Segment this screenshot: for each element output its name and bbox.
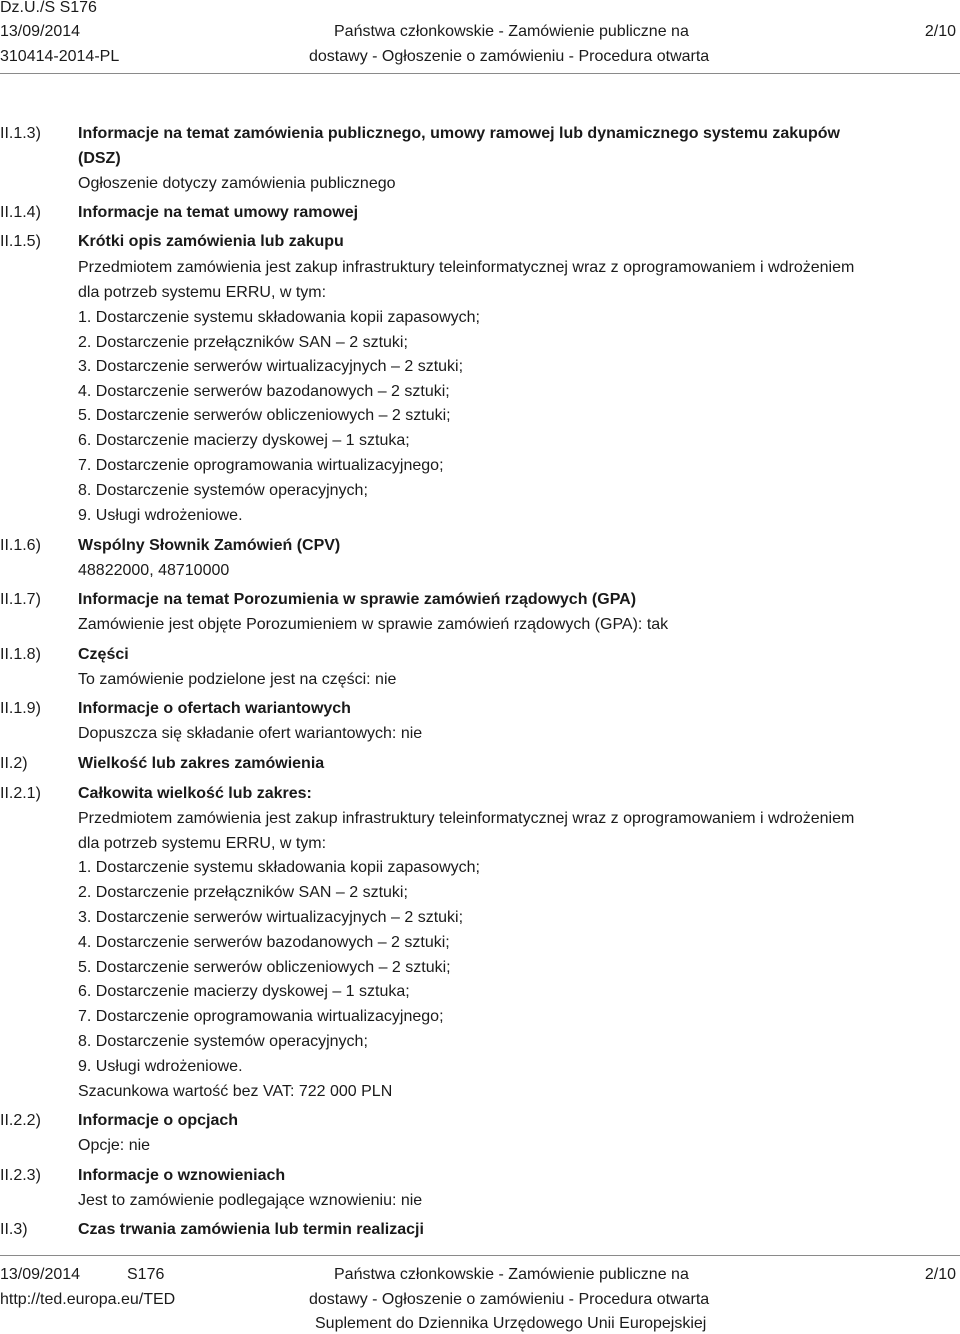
list-item: 8. Dostarczenie systemów operacyjnych; bbox=[78, 482, 368, 499]
description-line: Przedmiotem zamówienia jest zakup infrastruktury teleinformatycznej wraz z oprogramowaniem i wdrożeniem bbox=[78, 259, 855, 276]
list-item: 2. Dostarczenie przełączników SAN – 2 sztuki; bbox=[78, 334, 408, 351]
section-number: II.3) bbox=[0, 1221, 28, 1238]
section-number: II.2) bbox=[0, 755, 28, 772]
journal-ref: Dz.U./S S176 bbox=[0, 0, 97, 16]
cpv-codes: 48822000, 48710000 bbox=[78, 562, 230, 579]
list-item: 5. Dostarczenie serwerów obliczeniowych – 2 sztuki; bbox=[78, 407, 451, 424]
section-title: Całkowita wielkość lub zakres: bbox=[78, 785, 312, 802]
section-text: Dopuszcza się składanie ofert wariantowych: nie bbox=[78, 725, 423, 742]
header-title-line1: Państwa członkowskie - Zamówienie publiczne na bbox=[334, 23, 689, 40]
footer-title-line1: Państwa członkowskie - Zamówienie publiczne na bbox=[334, 1266, 689, 1283]
list-item: 1. Dostarczenie systemu składowania kopii zapasowych; bbox=[78, 309, 480, 326]
section-number: II.1.3) bbox=[0, 125, 41, 142]
section-title: Części bbox=[78, 646, 129, 663]
section-title: Czas trwania zamówienia lub termin realizacji bbox=[78, 1221, 424, 1238]
header-date: 13/09/2014 bbox=[0, 23, 81, 40]
description-line: dla potrzeb systemu ERRU, w tym: bbox=[78, 284, 327, 301]
section-number: II.1.6) bbox=[0, 537, 41, 554]
list-item: 1. Dostarczenie systemu składowania kopii zapasowych; bbox=[78, 859, 480, 876]
list-item: 3. Dostarczenie serwerów wirtualizacyjnych – 2 sztuki; bbox=[78, 909, 464, 926]
section-title: Informacje na temat Porozumienia w sprawie zamówień rządowych (GPA) bbox=[78, 591, 637, 608]
section-text: Opcje: nie bbox=[78, 1137, 151, 1154]
list-item: 7. Dostarczenie oprogramowania wirtualizacyjnego; bbox=[78, 457, 444, 474]
section-number: II.1.4) bbox=[0, 204, 41, 221]
list-item: 4. Dostarczenie serwerów bazodanowych – 2 sztuki; bbox=[78, 934, 450, 951]
section-title: Krótki opis zamówienia lub zakupu bbox=[78, 233, 344, 250]
list-item: 7. Dostarczenie oprogramowania wirtualizacyjnego; bbox=[78, 1008, 444, 1025]
footer-divider bbox=[0, 1255, 960, 1256]
section-number: II.1.8) bbox=[0, 646, 41, 663]
section-text: Zamówienie jest objęte Porozumieniem w sprawie zamówień rządowych (GPA): tak bbox=[78, 616, 669, 633]
section-text: Jest to zamówienie podlegające wznowieniu: nie bbox=[78, 1192, 423, 1209]
section-title: Wielkość lub zakres zamówienia bbox=[78, 755, 325, 772]
estimated-value: Szacunkowa wartość bez VAT: 722 000 PLN bbox=[78, 1083, 393, 1100]
list-item: 6. Dostarczenie macierzy dyskowej – 1 sztuka; bbox=[78, 983, 410, 1000]
list-item: 5. Dostarczenie serwerów obliczeniowych – 2 sztuki; bbox=[78, 959, 451, 976]
header-doc-id: 310414-2014-PL bbox=[0, 48, 120, 65]
section-title: Informacje o ofertach wariantowych bbox=[78, 700, 351, 717]
header-title-line2: dostawy - Ogłoszenie o zamówieniu - Procedura otwarta bbox=[309, 48, 710, 65]
list-item: 2. Dostarczenie przełączników SAN – 2 sztuki; bbox=[78, 884, 408, 901]
footer-page-number: 2/10 bbox=[924, 1266, 956, 1283]
list-item: 3. Dostarczenie serwerów wirtualizacyjnych – 2 sztuki; bbox=[78, 358, 464, 375]
footer-url[interactable]: http://ted.europa.eu/TED bbox=[0, 1291, 176, 1308]
header-divider bbox=[0, 73, 960, 74]
footer-supplement: Suplement do Dziennika Urzędowego Unii Europejskiej bbox=[315, 1315, 707, 1332]
list-item: 8. Dostarczenie systemów operacyjnych; bbox=[78, 1033, 368, 1050]
section-title: Informacje na temat umowy ramowej bbox=[78, 204, 359, 221]
list-item: 9. Usługi wdrożeniowe. bbox=[78, 507, 243, 524]
list-item: 4. Dostarczenie serwerów bazodanowych – 2 sztuki; bbox=[78, 383, 450, 400]
section-number: II.2.3) bbox=[0, 1167, 41, 1184]
description-line: Przedmiotem zamówienia jest zakup infrastruktury teleinformatycznej wraz z oprogramowaniem i wdrożeniem bbox=[78, 810, 855, 827]
section-title: Informacje o opcjach bbox=[78, 1112, 239, 1129]
list-item: 6. Dostarczenie macierzy dyskowej – 1 sztuka; bbox=[78, 432, 410, 449]
section-title: Informacje na temat zamówienia publicznego, umowy ramowej lub dynamicznego systemu zakupów bbox=[78, 125, 840, 142]
section-number: II.1.7) bbox=[0, 591, 41, 608]
footer-title-line2: dostawy - Ogłoszenie o zamówieniu - Procedura otwarta bbox=[309, 1291, 710, 1308]
section-number: II.2.2) bbox=[0, 1112, 41, 1129]
section-title-cont: (DSZ) bbox=[78, 150, 121, 167]
section-number: II.1.9) bbox=[0, 700, 41, 717]
description-line: dla potrzeb systemu ERRU, w tym: bbox=[78, 835, 327, 852]
section-title: Informacje o wznowieniach bbox=[78, 1167, 286, 1184]
section-title: Wspólny Słownik Zamówień (CPV) bbox=[78, 537, 341, 554]
header-page-number: 2/10 bbox=[924, 23, 956, 40]
footer-date: 13/09/2014 bbox=[0, 1266, 81, 1283]
section-number: II.2.1) bbox=[0, 785, 41, 802]
section-text: To zamówienie podzielone jest na części: nie bbox=[78, 671, 397, 688]
section-text: Ogłoszenie dotyczy zamówienia publicznego bbox=[78, 175, 396, 192]
footer-issue: S176 bbox=[127, 1266, 165, 1283]
list-item: 9. Usługi wdrożeniowe. bbox=[78, 1058, 243, 1075]
section-number: II.1.5) bbox=[0, 233, 41, 250]
